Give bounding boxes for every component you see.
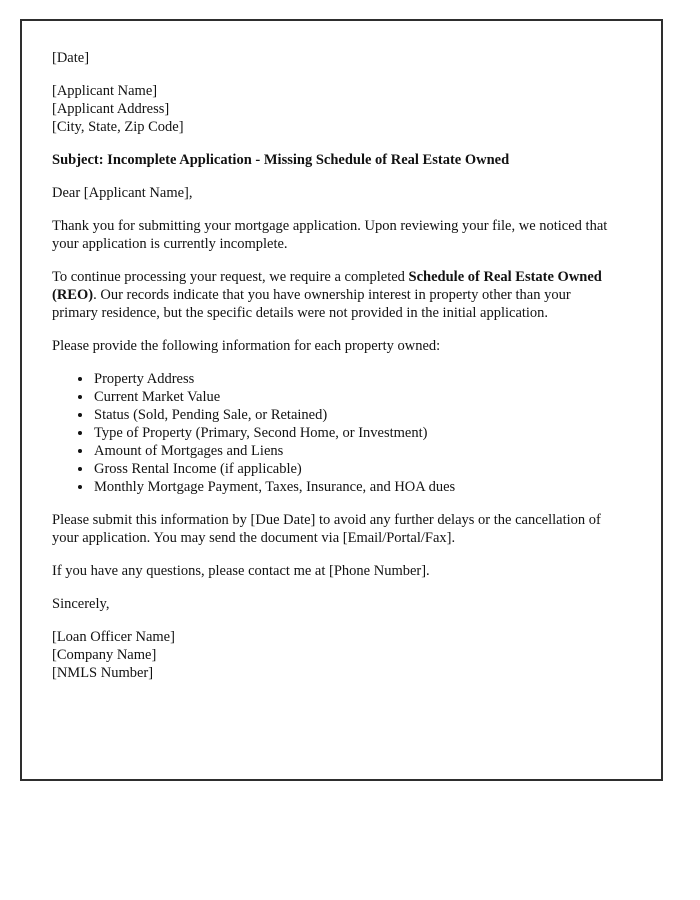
list-item: • Property Address: [93, 370, 615, 388]
paragraph-deadline: Please submit this information by [Due Date] to avoid any further delays or the cancellation of your application. You may send the document via [Email/Portal/Fax].: [52, 512, 601, 546]
reo-bold-phrase: Schedule of Real Estate Owned (REO): [52, 269, 602, 303]
reo-text-after: . Our records indicate that you have ownership interest in property other than your primary residence, but the specific details were not provided in the initial application.: [52, 287, 571, 321]
recipient-address-line: [Applicant Address]: [52, 101, 170, 117]
signature-nmls-number: [NMLS Number]: [52, 665, 154, 681]
letter-date: [52, 49, 615, 67]
list-item: • Type of Property (Primary, Second Home, or Investment): [93, 424, 615, 442]
list-item: • Current Market Value: [93, 388, 615, 406]
paragraph-contact: If you have any questions, please contact me at [Phone Number].: [52, 563, 430, 579]
paragraph-reo-requirement: [52, 268, 615, 322]
subject-line: Subject: Incomplete Application - Missing Schedule of Real Estate Owned: [52, 152, 510, 168]
reo-text-before: To continue processing your request, we require a completed: [52, 269, 409, 285]
required-info-list: [52, 370, 615, 496]
recipient-city-line: [City, State, Zip Code]: [52, 119, 184, 135]
paragraph-intro: Thank you for submitting your mortgage application. Upon reviewing your file, we noticed that your application is currently incomplete.: [52, 218, 608, 252]
signature-company-name: [Company Name]: [52, 647, 157, 663]
list-item: • Monthly Mortgage Payment, Taxes, Insurance, and HOA dues: [93, 478, 615, 496]
signature-officer-name: [Loan Officer Name]: [52, 629, 175, 645]
list-item: • Status (Sold, Pending Sale, or Retained): [93, 406, 615, 424]
salutation: Dear [Applicant Name],: [52, 185, 193, 201]
recipient-address-block: [52, 82, 615, 136]
letter-body: [20, 19, 663, 781]
list-item: • Gross Rental Income (if applicable): [93, 460, 615, 478]
signature-block: [52, 628, 615, 682]
closing: Sincerely,: [52, 596, 110, 612]
paragraph-list-lead: Please provide the following information for each property owned:: [52, 338, 441, 354]
date-placeholder: [Date]: [52, 50, 90, 66]
recipient-name-line: [Applicant Name]: [52, 83, 158, 99]
list-item: • Amount of Mortgages and Liens: [93, 442, 615, 460]
